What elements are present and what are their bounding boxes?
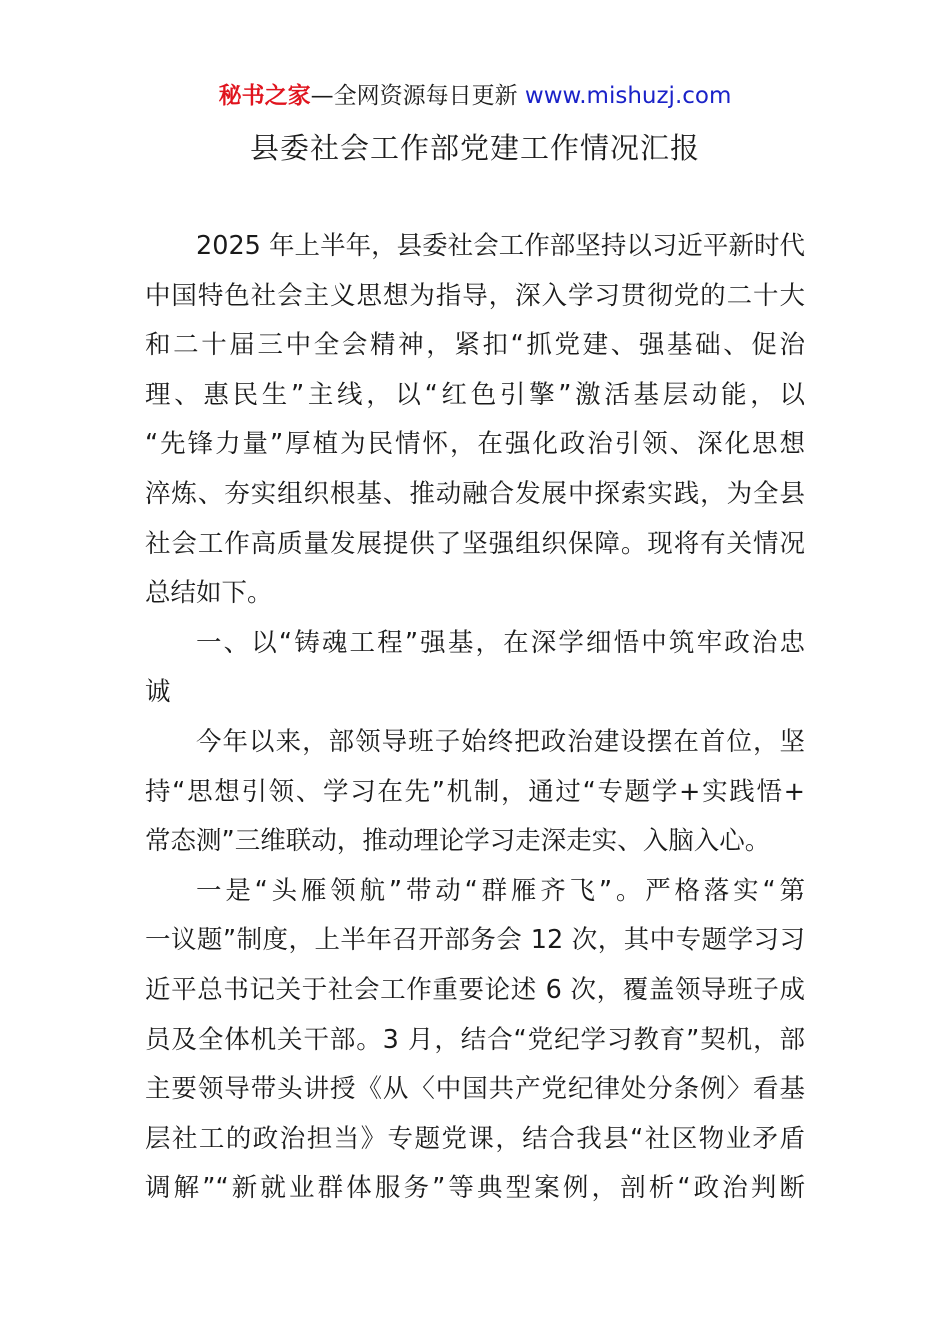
text-line: “先锋力量”厚植为民情怀，在强化政治引领、深化思想: [145, 429, 805, 460]
site-url-link[interactable]: www.mishuzj.com: [524, 83, 732, 109]
text-line: 总结如下。: [145, 578, 273, 609]
text-line: 调解”“新就业群体服务”等典型案例，剖析“政治判断: [145, 1173, 805, 1204]
text-line: 持“思想引领、学习在先”机制，通过“专题学+实践悟+: [145, 776, 805, 807]
document-title: 县委社会工作部党建工作情况汇报: [249, 131, 700, 165]
text-line: 诚: [145, 677, 171, 708]
document-body: [145, 222, 805, 1214]
text-line: 社会工作高质量发展提供了坚强组织保障。现将有关情况: [145, 528, 805, 559]
text-line: 一议题”制度，上半年召开部务会 12 次，其中专题学习习: [145, 925, 805, 956]
text-line: 一、以“铸魂工程”强基，在深学细悟中筑牢政治忠: [196, 627, 805, 658]
text-line: 2025 年上半年，县委社会工作部坚持以习近平新时代: [196, 231, 805, 261]
text-line: 中国特色社会主义思想为指导，深入学习贯彻党的二十大: [145, 280, 805, 311]
text-line: 常态测”三维联动，推动理论学习走深走实、入脑入心。: [145, 826, 771, 857]
text-line: 理、惠民生”主线，以“红色引擎”激活基层动能，以: [145, 379, 805, 410]
text-line: 员及全体机关干部。3 月，结合“党纪学习教育”契机，部: [145, 1024, 805, 1055]
site-header: [0, 80, 950, 112]
text-line: 和二十届三中全会精神，紧扣“抓党建、强基础、促治: [145, 330, 805, 361]
text-line: 近平总书记关于社会工作重要论述 6 次，覆盖领导班子成: [145, 974, 805, 1005]
text-line: 主要领导带头讲授《从〈中国共产党纪律处分条例〉看基: [145, 1074, 805, 1105]
brand-name: 秘书之家: [218, 83, 311, 109]
header-tagline: —全网资源每日更新: [310, 83, 518, 109]
text-line: 层社工的政治担当》专题党课，结合我县“社区物业矛盾: [145, 1123, 805, 1154]
text-line: 淬炼、夯实组织根基、推动融合发展中探索实践，为全县: [145, 478, 805, 509]
text-line: 今年以来，部领导班子始终把政治建设摆在首位，坚: [196, 726, 805, 757]
text-line: 一是“头雁领航”带动“群雁齐飞”。严格落实“第: [196, 875, 805, 906]
